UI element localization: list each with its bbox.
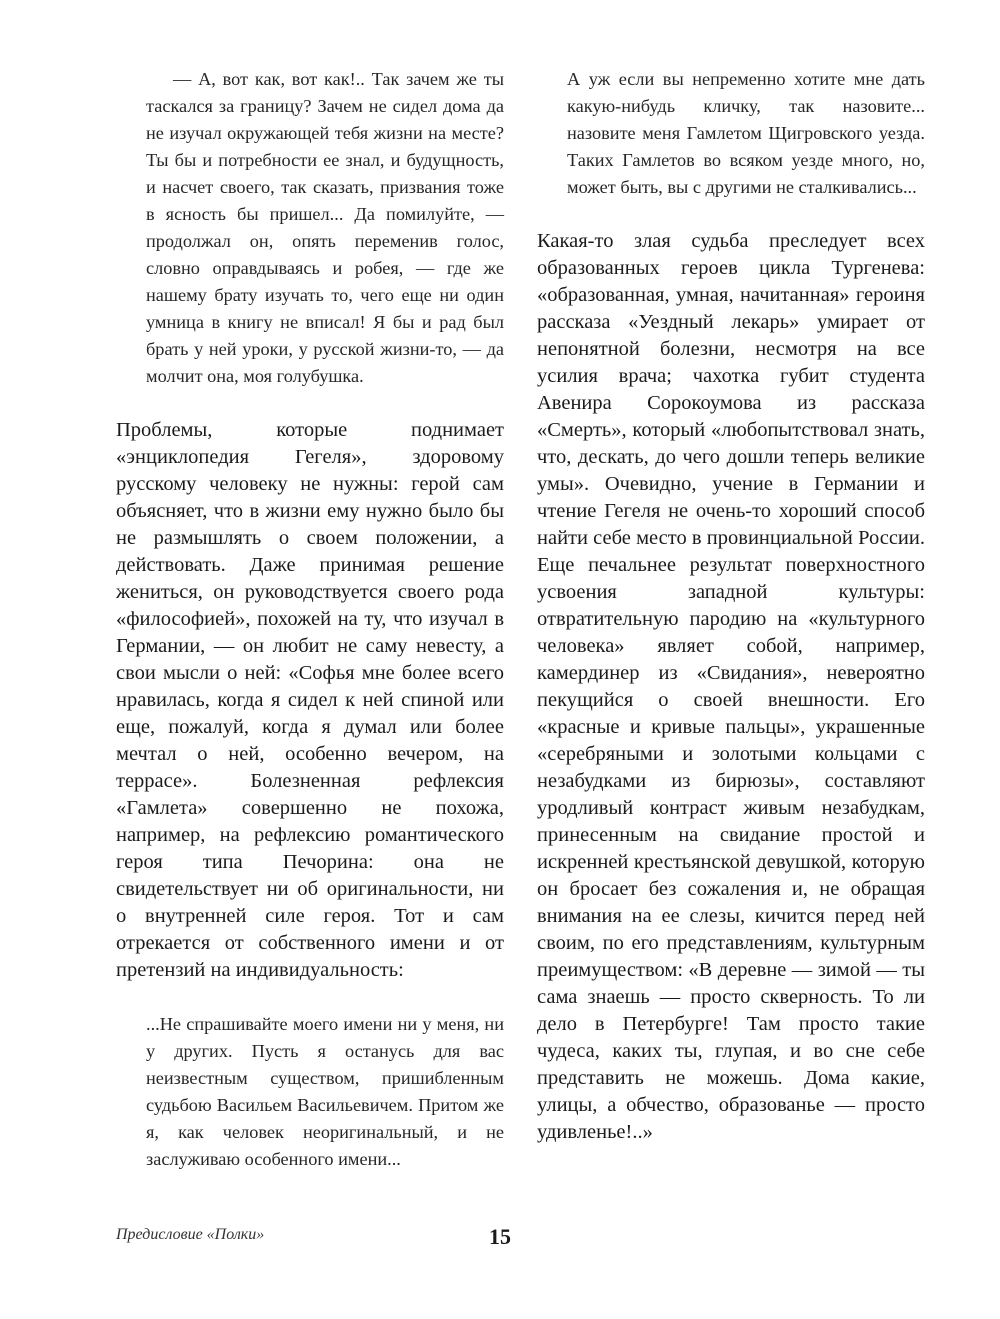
quote-block: — А, вот как, вот как!.. Так зачем же ты таскался за границу? Зачем не сидел дома да не изучал окружающей тебя жизни на месте? Ты бы и потребности ее знал, и будущность, и насчет своего, так сказать, призвания тоже в ясность бы пришел... Да помилуйте, — продолжал он, опять переменив голос, словно оправдываясь и робея, — где же нашему брату изучать то, чего еще ни один умница в книгу не вписал! Я бы и рад был брать у ней уроки, у русской жизни-то, — да молчит она, моя голубушка. — [146, 69, 504, 386]
quote-block: А уж если вы непременно хотите мне дать какую-нибудь кличку, так назовите... назовите меня Гамлетом Щигровского уезда. Таких Гамлетов во всяком уезде много, но, может быть, вы с другими не сталкивались... — [567, 69, 925, 197]
running-footer-title: Предисловие «Полки» — [116, 1226, 265, 1243]
left-column — [116, 66, 504, 1173]
quote-block: ...Не спрашивайте моего имени ни у меня, ни у других. Пусть я останусь для вас неизвестным существом, пришибленным судьбою Васильем Васильевичем. Притом же я, как человек неоригинальный, и не заслуживаю особенного имени... — [146, 1014, 504, 1169]
body-paragraph: Проблемы, которые поднимает «энциклопедия Гегеля», здоровому русскому человеку не нужны: герой сам объясняет, что в жизни ему нужно было бы не размышлять о своем положении, а действовать. Даже принимая решение жениться, он руководствуется своего рода «философией», похожей на ту, что изучал в Германии, — он любит не саму невесту, а свои мысли о ней: «Софья мне более всего нравилась, когда я сидел к ней спиной или еще, пожалуй, когда я думал или более мечтал о ней, особенно вечером, на террасе». Болезненная рефлексия «Гамлета» совершенно не похожа, например, на рефлексию романтического героя типа Печорина: она не свидетельствует ни об оригинальности, ни о внутренней силе героя. Тот и сам отрекается от собственного имени и от претензий на индивидуальность: — [116, 419, 504, 981]
body-paragraph: Какая-то злая судьба преследует всех образованных героев цикла Тургенева: «образованная, умная, начитанная» героиня рассказа «Уездный лекарь» умирает от непонятной болезни, несмотря на все усилия врача; чахотка губит студента Авенира Сорокоумова из рассказа «Смерть», который «любопытствовал знать, что, дескать, до чего дошли теперь великие умы». Очевидно, учение в Германии и чтение Гегеля не очень-то хороший способ найти себе место в провинциальной России. Еще печальнее результат поверхностного усвоения западной культуры: отвратительную пародию на «культурного человека» являет собой, например, камердинер из «Свидания», невероятно пекущийся о своей внешности. Его «красные и кривые пальцы», украшенные «серебряными и золотыми кольцами с незабудками из бирюзы», составляют уродливый контраст живым незабудкам, принесенным на свидание простой и искренней крестьянской девушкой, которую он бросает без сожаления и, не обращая внимания на ее слезы, кичится перед ней своим, по его представлениям, культурным преимуществом: «В деревне — зимой — ты сама знаешь — просто скверность. То ли дело в Петербурге! Там просто такие чудеса, каких ты, глупая, и во сне себе представить не можешь. Дома какие, улицы, а обчество, образованье — просто удивленье!..» — [537, 230, 925, 1143]
right-column — [537, 66, 925, 1146]
page-number: 15 — [489, 1224, 511, 1249]
